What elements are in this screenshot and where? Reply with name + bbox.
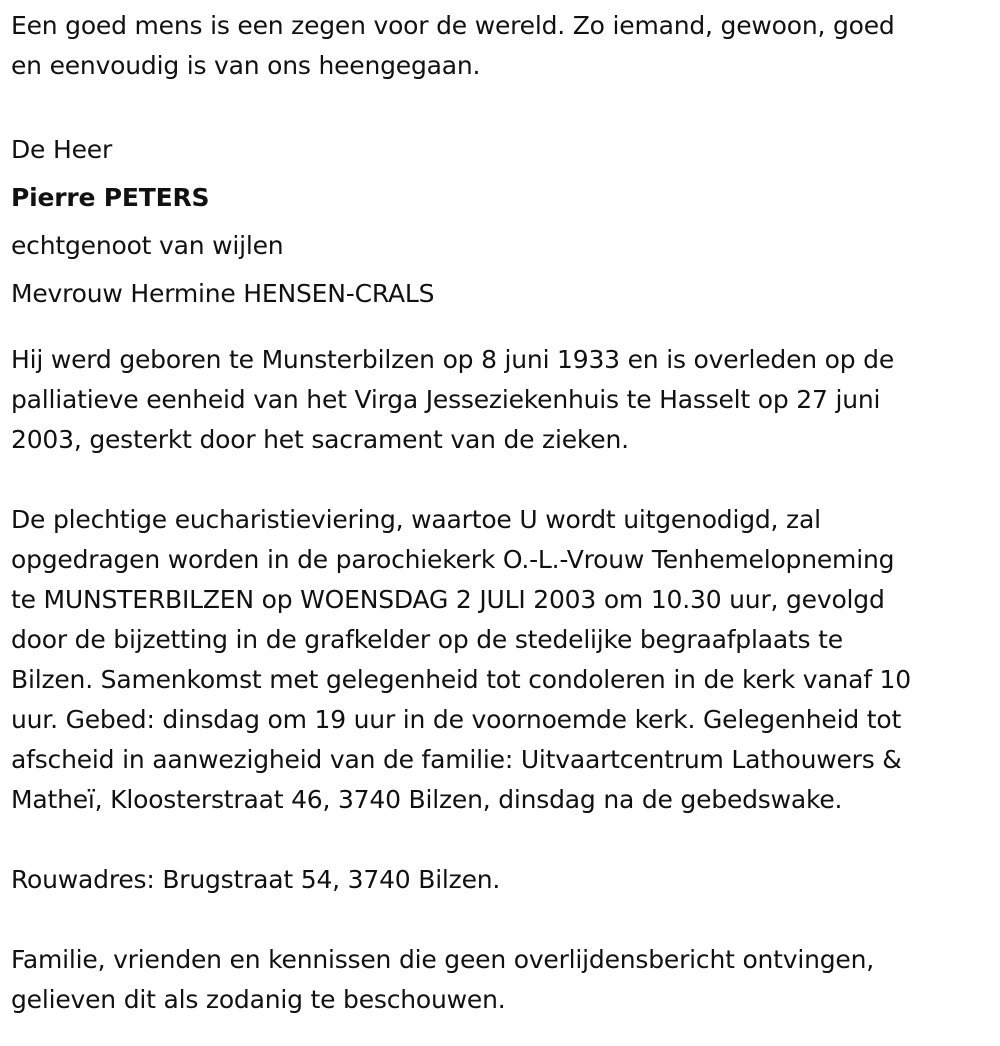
birth-death-line: Hij werd geboren te Munsterbilzen op 8 juni 1933 en is overleden op de <box>11 345 894 374</box>
closing-paragraph <box>11 940 986 1020</box>
address-paragraph <box>11 860 986 900</box>
ceremony-line: opgedragen worden in de parochiekerk O.-L.-Vrouw Tenhemelopneming <box>11 545 895 574</box>
ceremony-line: te MUNSTERBILZEN op WOENSDAG 2 JULI 2003 om 10.30 uur, gevolgd <box>11 585 885 614</box>
spacer <box>11 318 986 340</box>
intro-line: Een goed mens is een zegen voor de wereld. Zo iemand, gewoon, goed <box>11 11 895 40</box>
spacer <box>11 86 986 126</box>
spacer <box>11 460 986 500</box>
closing-line: Familie, vrienden en kennissen die geen overlijdensbericht ontvingen, <box>11 945 875 974</box>
intro-line: en eenvoudig is van ons heengegaan. <box>11 51 481 80</box>
ceremony-line: afscheid in aanwezigheid van de familie: Uitvaartcentrum Lathouwers & <box>11 745 902 774</box>
spacer <box>11 900 986 940</box>
ceremony-line: Matheï, Kloosterstraat 46, 3740 Bilzen, dinsdag na de gebedswake. <box>11 785 843 814</box>
closing-line: gelieven dit als zodanig te beschouwen. <box>11 985 506 1014</box>
person-relation: echtgenoot van wijlen <box>11 231 284 260</box>
birth-death-line: palliatieve eenheid van het Virga Jesseziekenhuis te Hasselt op 27 juni <box>11 385 881 414</box>
person-spouse: Mevrouw Hermine HENSEN-CRALS <box>11 279 435 308</box>
ceremony-line: door de bijzetting in de grafkelder op de stedelijke begraafplaats te <box>11 625 843 654</box>
ceremony-paragraph <box>11 500 986 820</box>
mourning-address: Rouwadres: Brugstraat 54, 3740 Bilzen. <box>11 865 501 894</box>
ceremony-line: Bilzen. Samenkomst met gelegenheid tot condoleren in de kerk vanaf 10 <box>11 665 911 694</box>
person-block <box>11 126 986 318</box>
person-title: De Heer <box>11 135 113 164</box>
obituary-notice <box>11 0 986 1020</box>
birth-death-paragraph <box>11 340 986 460</box>
ceremony-line: De plechtige eucharistieviering, waartoe U wordt uitgenodigd, zal <box>11 505 821 534</box>
person-name: Pierre PETERS <box>11 183 210 212</box>
birth-death-line: 2003, gesterkt door het sacrament van de zieken. <box>11 425 629 454</box>
ceremony-line: uur. Gebed: dinsdag om 19 uur in de voornoemde kerk. Gelegenheid tot <box>11 705 902 734</box>
spacer <box>11 820 986 860</box>
intro-paragraph <box>11 0 986 86</box>
